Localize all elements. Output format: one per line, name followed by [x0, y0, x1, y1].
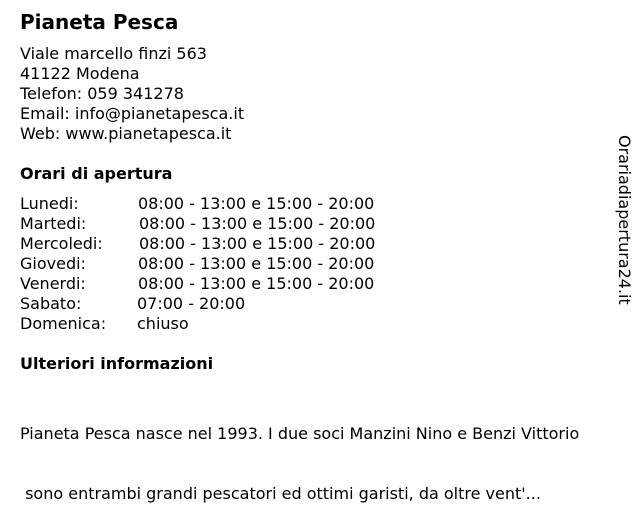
watermark-text: Orariadiapertura24.it [615, 135, 634, 305]
phone-number: Telefon: 059 341278 [20, 84, 184, 103]
address-street: Viale marcello finzi 563 [20, 44, 207, 63]
day-label: Martedi: [20, 214, 87, 233]
business-name: Pianeta Pesca [20, 10, 179, 34]
more-info-heading: Ulteriori informazioni [20, 354, 214, 373]
day-label: Domenica: [20, 314, 107, 333]
contact-block [20, 44, 244, 144]
email-address: Email: info@pianetapesca.it [20, 104, 245, 123]
more-info-line: sono entrambi grandi pescatori ed ottimi garisti, da oltre vent'... [20, 484, 541, 503]
time-value: chiuso [137, 314, 189, 333]
time-value: 08:00 - 13:00 e 15:00 - 20:00 [139, 234, 376, 253]
address-city: 41122 Modena [20, 64, 140, 83]
more-info-line: Pianeta Pesca nasce nel 1993. I due soci Manzini Nino e Benzi Vittorio [20, 424, 580, 443]
more-info-text [20, 384, 632, 524]
website: Web: www.pianetapesca.it [20, 124, 232, 143]
time-value: 08:00 - 13:00 e 15:00 - 20:00 [139, 214, 376, 233]
opening-hours-heading: Orari di apertura [20, 164, 173, 183]
day-label: Venerdi: [20, 274, 86, 293]
time-value: 08:00 - 13:00 e 15:00 - 20:00 [138, 254, 375, 273]
time-value: 08:00 - 13:00 e 15:00 - 20:00 [138, 274, 375, 293]
day-label: Lunedi: [20, 194, 79, 213]
day-label: Mercoledi: [20, 234, 103, 253]
watermark [612, 135, 636, 315]
day-label: Giovedi: [20, 254, 86, 273]
day-label: Sabato: [20, 294, 82, 313]
time-value: 08:00 - 13:00 e 15:00 - 20:00 [138, 194, 375, 213]
time-value: 07:00 - 20:00 [137, 294, 246, 313]
